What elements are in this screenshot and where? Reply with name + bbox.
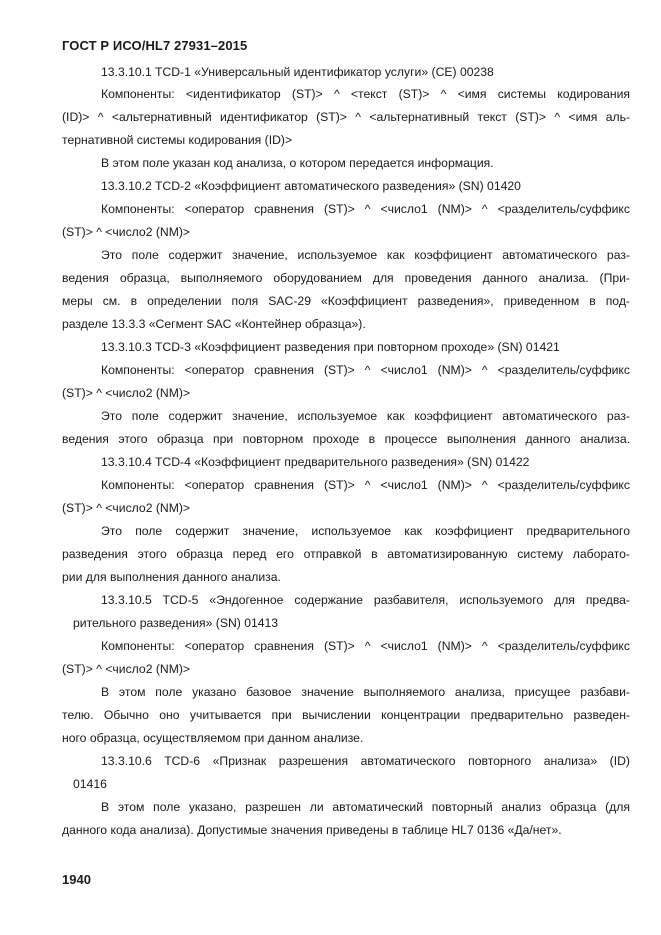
text-line: ведения образца, выполняемого оборудованием для проведения данного анализа. (При- xyxy=(62,271,630,285)
section-heading: 13.3.10.4 TCD-4 «Коэффициент предварительного разведения» (SN) 01422 xyxy=(101,455,530,469)
text-line: Это поле содержит значение, используемое как коэффициент автоматического раз- xyxy=(101,248,630,262)
text-line: (ST)> ^ <число2 (NM)> xyxy=(62,225,191,239)
text-line: ведения этого образца при повторном проходе в процессе выполнения данного анализа. xyxy=(62,432,630,446)
section-heading-cont: рительного разведения» (SN) 01413 xyxy=(73,616,279,630)
text-line: Компоненты: <оператор сравнения (ST)> ^ <число1 (NM)> ^ <разделитель/суффикс xyxy=(101,363,630,377)
text-line: разведения этого образца перед его отправкой в автоматизированную систему лаборато- xyxy=(62,547,630,561)
text-line: (ST)> ^ <число2 (NM)> xyxy=(62,501,191,515)
text-line: Компоненты: <оператор сравнения (ST)> ^ <число1 (NM)> ^ <разделитель/суффикс xyxy=(101,202,630,216)
text-line: меры см. в определении поля SAC-29 «Коэффициент разведения», приведенном в под- xyxy=(62,294,630,308)
text-line: В этом поле указан код анализа, о котором передается информация. xyxy=(101,156,494,170)
text-line: Компоненты: <оператор сравнения (ST)> ^ <число1 (NM)> ^ <разделитель/суффикс xyxy=(101,478,630,492)
text-line: тернативной системы кодирования (ID)> xyxy=(62,133,293,147)
text-line: Компоненты: <идентификатор (ST)> ^ <текст (ST)> ^ <имя системы кодирования xyxy=(101,87,630,101)
page-number: 1940 xyxy=(62,872,91,887)
text-line: В этом поле указано базовое значение выполняемого анализа, присущее разбави- xyxy=(101,685,630,699)
text-line: В этом поле указано, разрешен ли автоматический повторный анализ образца (для xyxy=(101,800,630,814)
text-line: ного образца, осуществляемом при данном анализе. xyxy=(62,731,364,745)
text-line: Это поле содержит значение, используемое как коэффициент предварительного xyxy=(101,524,630,538)
standard-header: ГОСТ Р ИСО/HL7 27931–2015 xyxy=(62,38,248,53)
section-heading: 13.3.10.5 TCD-5 «Эндогенное содержание разбавителя, используемого для предва- xyxy=(101,593,630,607)
text-line: разделе 13.3.3 «Сегмент SAC «Контейнер образца»). xyxy=(62,317,366,331)
section-heading: 13.3.10.6 TCD-6 «Признак разрешения автоматического повторного анализа» (ID) xyxy=(101,754,630,768)
text-line: Это поле содержит значение, используемое как коэффициент автоматического раз- xyxy=(101,409,630,423)
section-heading: 13.3.10.2 TCD-2 «Коэффициент автоматического разведения» (SN) 01420 xyxy=(101,179,521,193)
text-line: (ST)> ^ <число2 (NM)> xyxy=(62,386,191,400)
section-heading-cont: 01416 xyxy=(73,777,107,791)
text-line: данного кода анализа). Допустимые значения приведены в таблице HL7 0136 «Да/нет». xyxy=(62,823,562,837)
text-line: Компоненты: <оператор сравнения (ST)> ^ <число1 (NM)> ^ <разделитель/суффикс xyxy=(101,639,630,653)
text-line: (ST)> ^ <число2 (NM)> xyxy=(62,662,191,676)
section-heading: 13.3.10.3 TCD-3 «Коэффициент разведения при повторном проходе» (SN) 01421 xyxy=(101,340,560,354)
text-line: телю. Обычно оно учитывается при вычислении концентрации предварительно разведен- xyxy=(62,708,630,722)
text-line: (ID)> ^ <альтернативный идентификатор (ST)> ^ <альтернативный текст (ST)> ^ <имя аль- xyxy=(62,110,630,124)
text-line: рии для выполнения данного анализа. xyxy=(62,570,281,584)
section-heading: 13.3.10.1 TCD-1 «Универсальный идентификатор услуги» (CE) 00238 xyxy=(101,65,494,79)
